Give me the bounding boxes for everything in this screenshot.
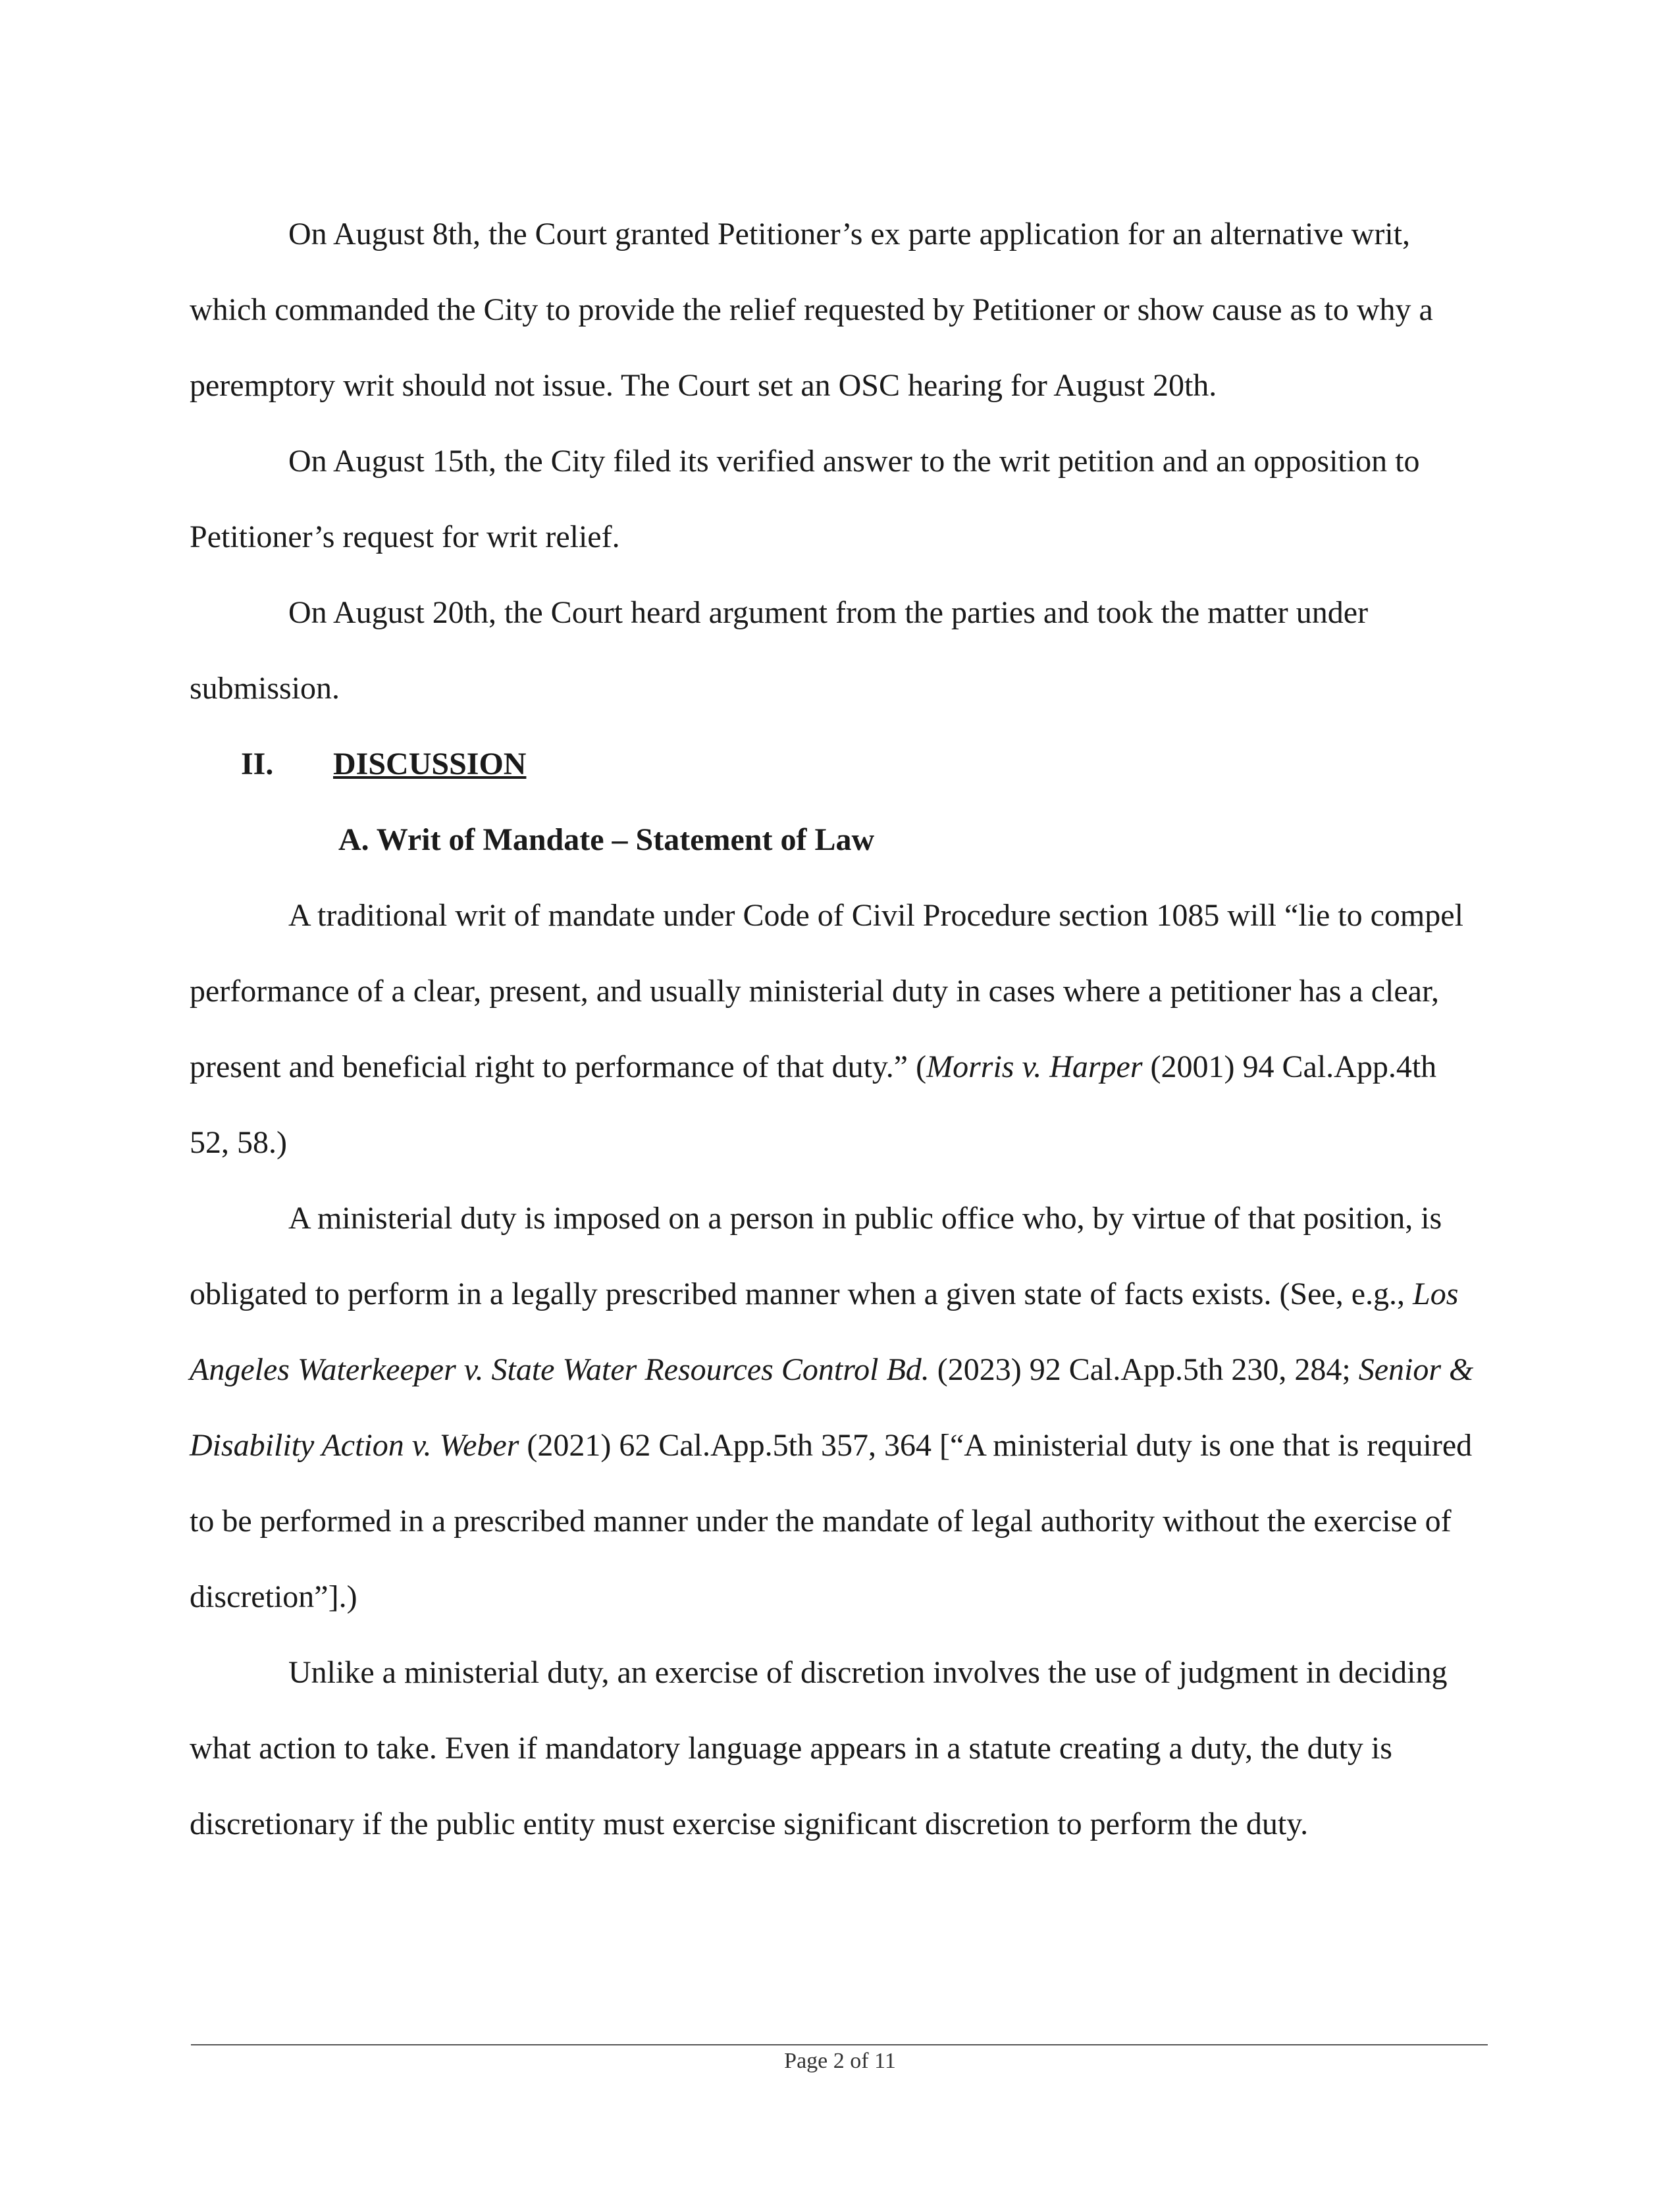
paragraph-text: A traditional writ of mandate under Code of Civil Procedure section 1085 will “lie to compel performance of a clear, present, and usually ministerial duty in cases where a petitioner has a clear, present and beneficial right to performance of that duty.” ( [190, 898, 1463, 1084]
paragraph-verified-answer: On August 15th, the City filed its verified answer to the writ petition and an opposition to Petitioner’s request for writ relief. [190, 444, 1420, 554]
case-citation-morris: Morris v. Harper [926, 1049, 1143, 1084]
footer-divider [191, 2044, 1488, 2045]
paragraph-argument-heard: On August 20th, the Court heard argument from the parties and took the matter under submission. [190, 595, 1369, 706]
page-number-footer: Page 2 of 11 [784, 2049, 896, 2073]
citation-text: (2023) 92 Cal.App.5th 230, 284; [929, 1352, 1359, 1387]
citation-text: (2021) 62 Cal.App.5th 357, 364 [“A ministerial duty is one that is required to be performed in a prescribed manner under the mandate of legal authority without the exercise of discretion”].) [190, 1428, 1473, 1614]
section-number: II. [241, 747, 274, 781]
section-heading-discussion [190, 726, 1480, 802]
paragraph-alternative-writ: On August 8th, the Court granted Petitioner’s ex parte application for an alternative writ, which commanded the City to provide the relief requested by Petitioner or show cause as to why a peremptory writ should not issue. The Court set an OSC hearing for August 20th. [190, 217, 1433, 403]
case-citation-senior-disability: Senior & Disability Action v. Weber [190, 1352, 1474, 1463]
paragraph-ministerial-duty [190, 1180, 1480, 1635]
section-title: DISCUSSION [333, 747, 527, 781]
citation-text: (2001) 94 Cal.App.4th 52, 58.) [190, 1049, 1437, 1160]
paragraph-traditional-writ [190, 878, 1480, 1180]
document-body [190, 196, 1480, 1862]
subsection-heading-writ-of-mandate: A. Writ of Mandate – Statement of Law [338, 822, 875, 857]
paragraph-text: A ministerial duty is imposed on a person in public office who, by virtue of that position, is obligated to perform in a legally prescribed manner when a given state of facts exists. (See, e.g., [190, 1201, 1442, 1311]
paragraph-discretion: Unlike a ministerial duty, an exercise of discretion involves the use of judgment in deciding what action to take. Even if mandatory language appears in a statute creating a duty, the duty is discretionary if the public entity must exercise significant discretion to perform the duty. [190, 1655, 1448, 1841]
case-citation-waterkeeper: Los Angeles Waterkeeper v. State Water Resources Control Bd. [190, 1277, 1459, 1387]
